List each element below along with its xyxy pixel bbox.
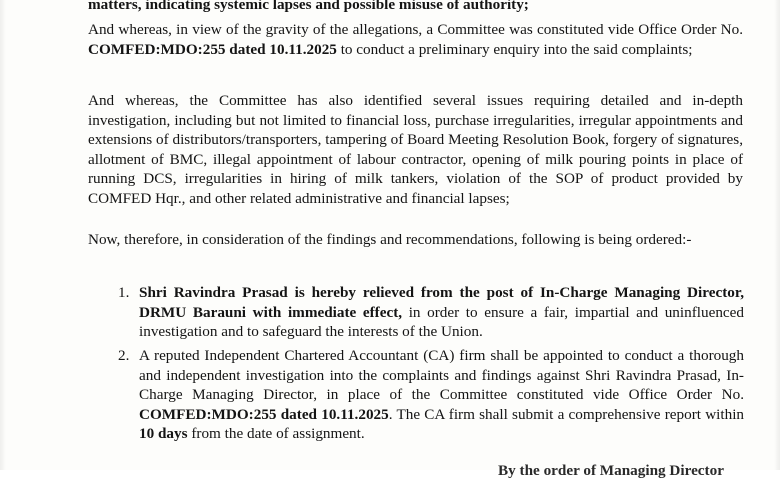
office-order-reference: COMFED:MDO:255 dated 10.11.2025 [88, 40, 337, 58]
order-item-2 [118, 346, 744, 444]
paragraph-fragment-top [88, 0, 743, 15]
scan-shadow-right [774, 0, 780, 470]
order-number-2: 2. [118, 347, 130, 364]
fragment-top-text: matters, indicating systemic lapses and possible misuse of authority; [88, 0, 529, 13]
order-list-item-1 [118, 283, 744, 342]
scan-shadow-left [0, 0, 6, 470]
order-item-1 [118, 283, 744, 342]
order-number-1: 1. [118, 284, 130, 301]
order-2-text-a: A reputed Independent Chartered Accountant (CA) firm shall be appointed to conduct a thorough and independent investigation into the complaints and findings against Shri Ravindra Prasad, In-Charge Managing Director, in place of the Committee constituted vide Office Order No. [139, 347, 744, 404]
order-1-bold-text: Shri Ravindra Prasad is hereby relieved from the post of In-Charge Managing Director, DRMU Barauni with immediate effect, [139, 284, 744, 321]
committee-suffix: to conduct a preliminary enquiry into the said complaints; [336, 40, 693, 58]
order-list-item-2 [118, 346, 744, 444]
order-2-bold-reference: COMFED:MDO:255 dated 10.11.2025 [139, 405, 389, 423]
order-2-text-b: . The CA firm shall submit a comprehensive report within [388, 405, 745, 423]
paragraph-issues: And whereas, the Committee has also identified several issues requiring detailed and in-depth investigation, including but not limited to financial loss, purchase irregularities, irregular appointments and extensions of distributors/transporters, tampering of Board Meeting Resolution Book, forgery of signatures, allotment of BMC, illegal appointment of labour contractor, opening of milk pouring points in place of running DCS, irregularities in hiring of milk tankers, violation of the SOP of product provided by COMFED Hqr., and other related administrative and financial lapses; [88, 92, 743, 207]
order-1-text: in order to ensure a fair, impartial and uninfluenced investigation and to safeguard the interests of the Union. [139, 303, 744, 341]
committee-prefix: And whereas, in view of the gravity of the allegations, a Committee was constituted vide Office Order No. [88, 21, 743, 38]
order-2-bold-days: 10 days [139, 425, 188, 443]
paragraph-now-therefore: Now, therefore, in consideration of the findings and recommendations, following is being ordered:- [88, 231, 692, 248]
signature-line-partial: By the order of Managing Director [498, 462, 724, 479]
paragraph-committee [88, 20, 743, 59]
order-2-text-c: from the date of assignment. [187, 425, 365, 443]
